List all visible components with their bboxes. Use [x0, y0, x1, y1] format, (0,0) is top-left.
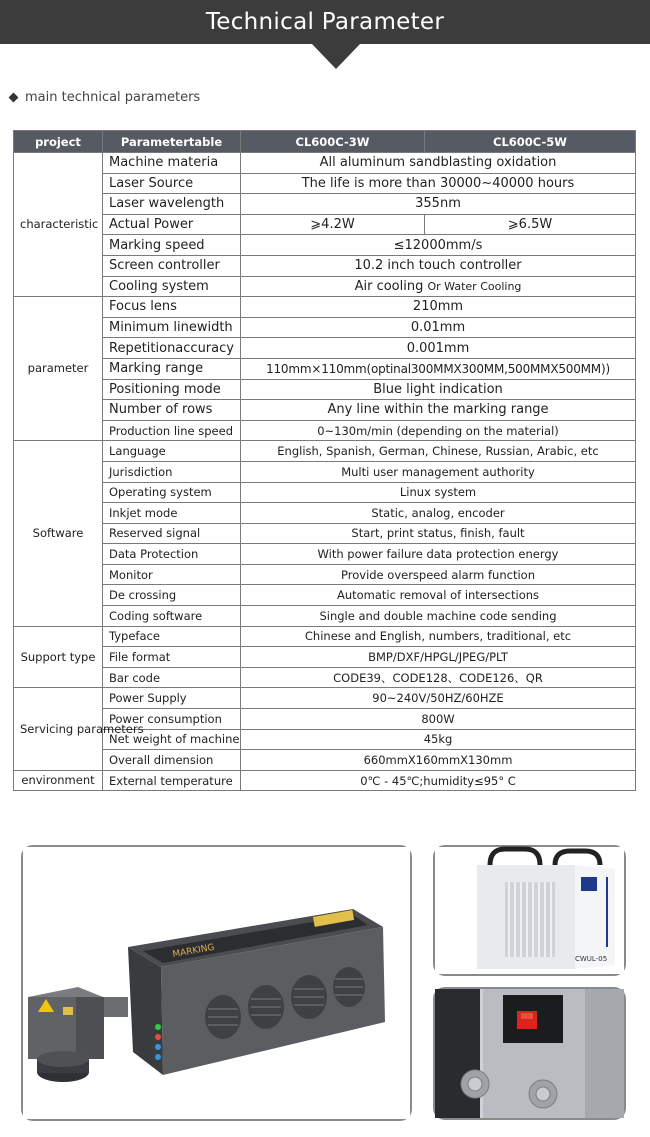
column-header-project: project: [14, 131, 103, 153]
table-row: [14, 297, 636, 318]
table-row: [14, 626, 636, 647]
row-value: Single and double machine code sending: [241, 606, 636, 627]
table-row: [14, 400, 636, 421]
row-value: All aluminum sandblasting oxidation: [241, 153, 636, 174]
group-environment: environment: [14, 770, 103, 791]
row-value: With power failure data protection energy: [241, 544, 636, 565]
row-value: 355nm: [241, 194, 636, 215]
row-label: Jurisdiction: [103, 461, 241, 482]
row-value: 0.01mm: [241, 317, 636, 338]
row-value: Start, print status, finish, fault: [241, 523, 636, 544]
group-software: Software: [14, 441, 103, 626]
table-row: [14, 544, 636, 565]
table-row: [14, 461, 636, 482]
table-row: [14, 667, 636, 688]
table-row: [14, 420, 636, 441]
row-value-3w: ⩾4.2W: [241, 214, 425, 235]
row-label: Marking range: [103, 358, 241, 379]
table-row: [14, 750, 636, 771]
row-label: Typeface: [103, 626, 241, 647]
table-row: [14, 503, 636, 524]
row-label: Laser wavelength: [103, 194, 241, 215]
row-value: 0℃ - 45℃;humidity≤95° C: [241, 770, 636, 791]
row-label: Actual Power: [103, 214, 241, 235]
marking-machine-illustration: [23, 847, 410, 1119]
row-label: Monitor: [103, 564, 241, 585]
table-header-row: [14, 131, 636, 153]
water-chiller-photo: [433, 845, 626, 976]
row-value: BMP/DXF/HPGL/JPEG/PLT: [241, 647, 636, 668]
column-header-5w: CL600C-5W: [425, 131, 636, 153]
row-value: 45kg: [241, 729, 636, 750]
row-value: Multi user management authority: [241, 461, 636, 482]
group-support-type: Support type: [14, 626, 103, 688]
banner-arrow: [312, 44, 360, 69]
row-value: 110mm×110mm(optinal300MMX300MM,500MMX500MM)): [241, 358, 636, 379]
marking-machine-photo: [21, 845, 412, 1121]
machine-label: MARKING: [171, 942, 216, 960]
table-row: [14, 255, 636, 276]
row-label: Cooling system: [103, 276, 241, 297]
row-value: 0.001mm: [241, 338, 636, 359]
table-row: [14, 564, 636, 585]
water-chiller-illustration: [435, 847, 624, 974]
row-value: 90~240V/50HZ/60HZE: [241, 688, 636, 709]
table-row: [14, 379, 636, 400]
row-label: Net weight of machine: [103, 729, 241, 750]
diamond-bullet-icon: [9, 93, 19, 103]
row-label: Production line speed: [103, 420, 241, 441]
table-row: [14, 153, 636, 174]
column-header-parametertable: Parametertable: [103, 131, 241, 153]
row-label: Inkjet mode: [103, 503, 241, 524]
table-row: [14, 482, 636, 503]
row-label: Focus lens: [103, 297, 241, 318]
row-label: Machine materia: [103, 153, 241, 174]
row-label: Marking speed: [103, 235, 241, 256]
row-label: Overall dimension: [103, 750, 241, 771]
row-label: Power consumption: [103, 709, 241, 730]
group-parameter: parameter: [14, 297, 103, 441]
row-value: 660mmX160mmX130mm: [241, 750, 636, 771]
table-row: [14, 235, 636, 256]
cooling-primary: Air cooling: [354, 278, 424, 294]
row-value: Automatic removal of intersections: [241, 585, 636, 606]
parameters-table: [13, 130, 636, 791]
row-label: Language: [103, 441, 241, 462]
row-value-5w: ⩾6.5W: [425, 214, 636, 235]
row-value: Any line within the marking range: [241, 400, 636, 421]
row-label: Power Supply: [103, 688, 241, 709]
row-value: [241, 276, 636, 297]
row-value: ≤12000mm/s: [241, 235, 636, 256]
cooling-secondary: Or Water Cooling: [427, 279, 522, 293]
row-label: Data Protection: [103, 544, 241, 565]
row-label: Minimum linewidth: [103, 317, 241, 338]
group-characteristic: characteristic: [14, 153, 103, 297]
table-row: [14, 194, 636, 215]
group-servicing: Servicing parameters: [14, 688, 103, 770]
page-title: Technical Parameter: [205, 9, 445, 35]
row-value: 800W: [241, 709, 636, 730]
row-label: Repetitionaccuracy: [103, 338, 241, 359]
table-row: [14, 770, 636, 791]
section-heading: [10, 90, 200, 105]
rear-panel-illustration: [435, 989, 624, 1118]
table-row: [14, 606, 636, 627]
row-label: Laser Source: [103, 173, 241, 194]
row-value: 10.2 inch touch controller: [241, 255, 636, 276]
row-value: Blue light indication: [241, 379, 636, 400]
row-value: Provide overspeed alarm function: [241, 564, 636, 585]
row-value: CODE39、CODE128、CODE126、QR: [241, 667, 636, 688]
row-value: English, Spanish, German, Chinese, Russian, Arabic, etc: [241, 441, 636, 462]
section-heading-text: main technical parameters: [25, 90, 201, 105]
table-row: [14, 647, 636, 668]
table-row: [14, 173, 636, 194]
table-row: [14, 338, 636, 359]
header-banner: [0, 0, 650, 44]
table-row: [14, 688, 636, 709]
row-value: The life is more than 30000~40000 hours: [241, 173, 636, 194]
row-value: Static, analog, encoder: [241, 503, 636, 524]
row-label: Operating system: [103, 482, 241, 503]
row-value: 210mm: [241, 297, 636, 318]
row-label: Positioning mode: [103, 379, 241, 400]
row-value: Linux system: [241, 482, 636, 503]
chiller-label: CWUL-05: [575, 955, 608, 963]
row-label: De crossing: [103, 585, 241, 606]
table-row: [14, 358, 636, 379]
column-header-3w: CL600C-3W: [241, 131, 425, 153]
row-value: 0~130m/min (depending on the material): [241, 420, 636, 441]
row-label: Reserved signal: [103, 523, 241, 544]
table-row: [14, 276, 636, 297]
row-value: Chinese and English, numbers, traditional, etc: [241, 626, 636, 647]
table-row: [14, 441, 636, 462]
row-label: Bar code: [103, 667, 241, 688]
table-row: [14, 214, 636, 235]
row-label: Coding software: [103, 606, 241, 627]
row-label: File format: [103, 647, 241, 668]
chiller-rear-panel-photo: [433, 987, 626, 1120]
row-label: External temperature: [103, 770, 241, 791]
table-row: [14, 317, 636, 338]
table-row: [14, 523, 636, 544]
row-label: Screen controller: [103, 255, 241, 276]
row-label: Number of rows: [103, 400, 241, 421]
table-row: [14, 585, 636, 606]
